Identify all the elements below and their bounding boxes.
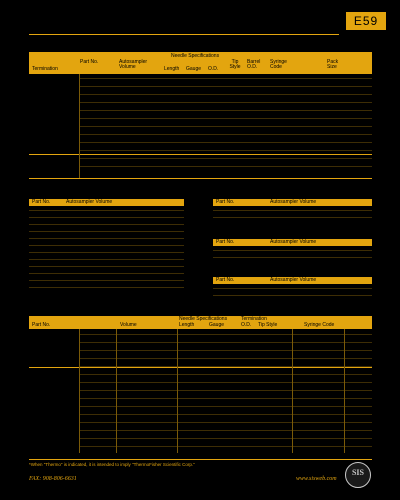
column-divider: [79, 74, 80, 178]
table-row: [79, 150, 372, 151]
table1-col-autosampler-volume: Autosampler Volume: [119, 59, 148, 70]
table-row: [79, 78, 372, 79]
table1-col-barrel-od: Barrel O.D.: [247, 59, 261, 70]
table1-header: [29, 52, 372, 74]
table6-col-syringe-code: Syringe Code: [304, 322, 335, 328]
column-divider: [116, 329, 117, 453]
table-row: [79, 102, 372, 103]
table-row: [213, 288, 372, 289]
table6-col-length: Length: [179, 322, 195, 328]
table6-header: [29, 316, 372, 329]
table-row: [79, 438, 372, 439]
page-number-tab: [346, 12, 386, 30]
table-row: [79, 358, 372, 359]
table-row: [79, 382, 372, 383]
table1-col-length: Length: [164, 66, 180, 72]
table6-col-od: O.D.: [241, 322, 252, 328]
table-row: [213, 250, 372, 251]
website-link[interactable]: www.sisweb.com: [296, 476, 337, 482]
table6-group-header: Needle Specifications: [179, 316, 228, 322]
table-row: [79, 158, 372, 159]
table6-col-part-no: Part No.: [32, 322, 51, 328]
table-row: [79, 422, 372, 423]
table-row: [29, 231, 184, 232]
table-row: [79, 94, 372, 95]
table-row: [29, 280, 184, 281]
table-row: [213, 257, 372, 258]
table-row: [79, 406, 372, 407]
table1-col-pack-size: Pack Size: [327, 59, 339, 70]
page-number: E59: [353, 14, 379, 28]
table-row: [79, 350, 372, 351]
table-row: [79, 334, 372, 335]
column-divider: [79, 329, 80, 453]
footer-note: *When "Thermo" is indicated, it is intended to imply "ThermoFisher Scientific Corp.": [29, 462, 195, 467]
column-divider: [344, 329, 345, 453]
table-row: [29, 273, 184, 274]
table-row: [29, 259, 184, 260]
table-row: [79, 110, 372, 111]
table-row: [29, 238, 184, 239]
logo-text: SIS: [351, 468, 364, 477]
column-divider: [292, 329, 293, 453]
table4-header: [213, 239, 372, 246]
section-rule: [29, 154, 372, 155]
footer-rule: [29, 459, 372, 460]
section-rule: [29, 178, 372, 179]
table-row: [29, 217, 184, 218]
table-row: [29, 210, 184, 211]
table-row: [79, 134, 372, 135]
table6-col-volume: Volume: [120, 322, 137, 328]
table-row: [29, 245, 184, 246]
table-row: [29, 266, 184, 267]
table-row: [79, 374, 372, 375]
section-rule: [29, 367, 372, 368]
table-row: [79, 414, 372, 415]
table-row: [213, 295, 372, 296]
table1-col-gauge: Gauge: [186, 66, 202, 72]
table1-col-tip-style: Tip Style: [229, 59, 241, 70]
table-row: [29, 287, 184, 288]
table-row: [79, 342, 372, 343]
table3-col-part-no: Part No.: [216, 199, 235, 205]
table5-col-autosampler-volume: Autosampler Volume: [270, 277, 317, 283]
table-row: [79, 142, 372, 143]
table2-col-part-no: Part No.: [32, 199, 51, 205]
table2-col-autosampler-volume: Autosampler Volume: [66, 199, 113, 205]
top-rule: [29, 34, 339, 35]
table3-header: [213, 199, 372, 206]
table-row: [79, 86, 372, 87]
table2-header: [29, 199, 184, 206]
table4-col-part-no: Part No.: [216, 239, 235, 245]
table-row: [79, 398, 372, 399]
column-divider: [177, 329, 178, 453]
table-row: [79, 446, 372, 447]
table1-col-termination: Termination: [32, 66, 58, 72]
table6-col-gauge: Gauge: [209, 322, 225, 328]
table1-col-od: O.D.: [208, 66, 219, 72]
table1-group-header: Needle Specifications: [171, 53, 220, 59]
table6-col-tip-style: Tip Style: [258, 322, 278, 328]
table-row: [79, 166, 372, 167]
table5-col-part-no: Part No.: [216, 277, 235, 283]
table-row: [79, 118, 372, 119]
table-row: [79, 430, 372, 431]
table1-col-part-no: Part No.: [80, 59, 99, 65]
table-row: [213, 210, 372, 211]
table-row: [29, 252, 184, 253]
table-row: [79, 390, 372, 391]
table-row: [79, 126, 372, 127]
table4-col-autosampler-volume: Autosampler Volume: [270, 239, 317, 245]
table-row: [29, 224, 184, 225]
table6-col-termination: Termination: [241, 316, 267, 322]
table1-col-syringe-code: Syringe Code: [270, 59, 287, 70]
fax-number: FAX: 908-806-6631: [29, 476, 77, 482]
table3-col-autosampler-volume: Autosampler Volume: [270, 199, 317, 205]
table5-header: [213, 277, 372, 284]
table-row: [213, 217, 372, 218]
sis-logo: [345, 462, 371, 488]
